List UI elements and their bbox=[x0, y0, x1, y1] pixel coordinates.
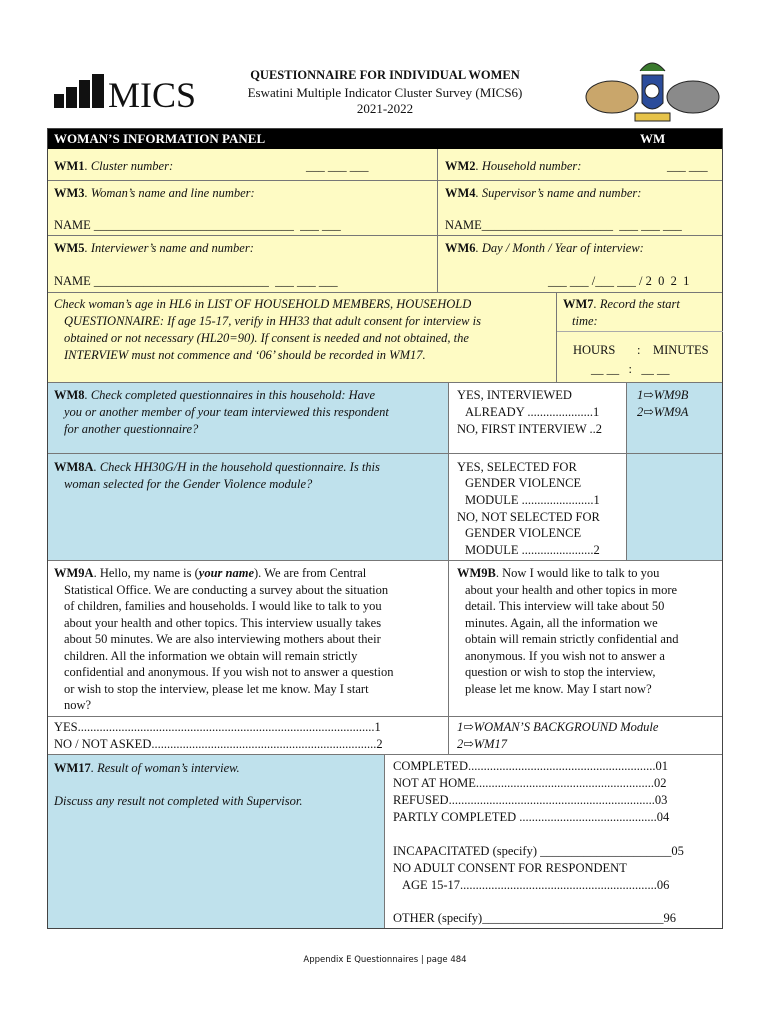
wm9a-line-7: or wish to stop the interview, please let me know. May I start bbox=[64, 682, 369, 696]
wm1-cell bbox=[48, 149, 437, 181]
consent-no-option[interactable]: NO / NOT ASKED........................................................................2 bbox=[54, 737, 383, 751]
wm8-option-yes-cont[interactable]: ALREADY .....................1 bbox=[465, 405, 600, 419]
wm9a-line-2: of children, families and households. I would like to talk to you bbox=[64, 599, 382, 613]
wm17-options bbox=[384, 755, 722, 928]
wm8a-option-1a[interactable]: YES, SELECTED FOR bbox=[457, 460, 577, 474]
wm6-code: WM6 bbox=[445, 241, 476, 255]
panel-title-bar bbox=[48, 129, 722, 149]
start-time-field[interactable]: __ __ : __ __ bbox=[591, 362, 670, 376]
womans-information-panel bbox=[47, 128, 723, 929]
wm9b-line-7: please let me know. May I start now? bbox=[465, 682, 652, 696]
wm8-skip-2: 2⇨WM9A bbox=[637, 405, 689, 419]
wm5-code: WM5 bbox=[54, 241, 85, 255]
wm2-cell bbox=[437, 149, 722, 181]
check-age-line-4: INTERVIEW must not commence and ‘06’ should be recorded in WM17. bbox=[64, 348, 426, 362]
survey-subtitle: Eswatini Multiple Indicator Cluster Survey (MICS6) bbox=[247, 85, 523, 100]
check-age-instruction bbox=[48, 293, 556, 383]
wm9a-line-8: now? bbox=[64, 698, 92, 712]
result-no-adult-consent[interactable]: NO ADULT CONSENT FOR RESPONDENT bbox=[393, 861, 627, 875]
wm8-options bbox=[448, 383, 626, 454]
check-age-line-3: obtained or not necessary (HL20=90). If consent is needed and not obtained, the bbox=[64, 331, 469, 345]
wm8-option-yes[interactable]: YES, INTERVIEWED bbox=[457, 388, 572, 402]
wm8-line-2: you or another member of your team interviewed this respondent bbox=[64, 405, 389, 419]
wm5-label: . Interviewer’s name and number: bbox=[84, 241, 254, 255]
time-colon: : bbox=[637, 343, 641, 357]
wm8a-skip-column bbox=[626, 454, 722, 561]
hours-label: HOURS bbox=[573, 343, 616, 357]
wm9a-line-4: about 50 minutes. We are also interviewing mothers about their bbox=[64, 632, 381, 646]
result-refused[interactable]: REFUSED..................................................................03 bbox=[393, 793, 668, 807]
wm9b-line-3: minutes. Again, all the information we bbox=[465, 616, 658, 630]
wm8a-option-2c[interactable]: MODULE .......................2 bbox=[465, 543, 600, 557]
wm9a-line-6: confidential and anonymous. If you wish not to answer a question bbox=[64, 665, 394, 679]
wm4-code: WM4 bbox=[445, 186, 476, 200]
wm9a-cell bbox=[48, 561, 448, 717]
wm8a-line-1: . Check HH30G/H in the household questionnaire. Is this bbox=[93, 460, 380, 474]
wm9b-line-1: about your health and other topics in more bbox=[465, 583, 678, 597]
woman-name-line-field[interactable]: NAME ________________________________ ___ ___ bbox=[54, 218, 341, 232]
wm7-label-2: time: bbox=[572, 314, 598, 328]
wm8-skips bbox=[626, 383, 722, 454]
minutes-label: MINUTES bbox=[653, 343, 709, 357]
panel-title: WOMAN’S INFORMATION PANEL bbox=[54, 131, 266, 146]
svg-text:MICS: MICS bbox=[108, 75, 197, 114]
result-not-at-home[interactable]: NOT AT HOME.........................................................02 bbox=[393, 776, 667, 790]
household-number-field[interactable]: ___ ___ bbox=[667, 159, 708, 173]
consent-options bbox=[48, 717, 448, 755]
wm7-label: . Record the start bbox=[593, 297, 680, 311]
wm8-line-1: . Check completed questionnaires in this household: Have bbox=[84, 388, 376, 402]
wm3-code: WM3 bbox=[54, 186, 85, 200]
wm17-question bbox=[48, 755, 384, 928]
consent-skip-yes: 1⇨WOMAN’S BACKGROUND Module bbox=[457, 720, 659, 734]
wm8a-option-2a[interactable]: NO, NOT SELECTED FOR bbox=[457, 510, 600, 524]
wm4-cell bbox=[437, 181, 722, 236]
interview-date-field[interactable]: ___ ___ /___ ___ / 2 0 2 1 bbox=[548, 274, 690, 288]
result-incapacitated[interactable]: INCAPACITATED (specify) _____________________05 bbox=[393, 844, 684, 858]
result-age-15-17[interactable]: AGE 15-17...............................................................06 bbox=[402, 878, 670, 892]
wm9b-line-2: detail. This interview will take about 50 bbox=[465, 599, 665, 613]
wm9b-line-4: obtain will remain strictly confidential and bbox=[465, 632, 679, 646]
cluster-number-field[interactable]: ___ ___ ___ bbox=[306, 159, 369, 173]
wm9a-your-name: your name bbox=[198, 566, 254, 580]
wm6-label: . Day / Month / Year of interview: bbox=[475, 241, 644, 255]
wm9a-line-5: children. All the information we obtain will remain strictly bbox=[64, 649, 358, 663]
wm2-code: WM2 bbox=[445, 159, 476, 173]
wm9a-code: WM9A bbox=[54, 566, 94, 580]
wm9a-first: . Hello, my name is ( bbox=[93, 566, 199, 580]
wm8-skip-1: 1⇨WM9B bbox=[637, 388, 689, 402]
panel-code: WM bbox=[640, 131, 666, 146]
wm8-line-3: for another questionnaire? bbox=[64, 422, 199, 436]
wm9b-first: . Now I would like to talk to you bbox=[495, 566, 660, 580]
interviewer-name-field[interactable]: NAME ____________________________ ___ ___ ___ bbox=[54, 274, 338, 288]
wm8a-code: WM8A bbox=[54, 460, 94, 474]
wm8a-option-2b[interactable]: GENDER VIOLENCE bbox=[465, 526, 582, 540]
wm8a-option-1c[interactable]: MODULE .......................1 bbox=[465, 493, 600, 507]
wm6-cell bbox=[437, 236, 722, 293]
wm8-code: WM8 bbox=[54, 388, 85, 402]
wm3-label: . Woman’s name and line number: bbox=[84, 186, 255, 200]
supervisor-name-field[interactable]: NAME_____________________ ___ ___ ___ bbox=[445, 218, 682, 232]
wm8a-question bbox=[48, 454, 448, 561]
wm1-code: WM1 bbox=[54, 159, 85, 173]
wm9a-line-3: about your health and other topics. This interview usually takes bbox=[64, 616, 382, 630]
wm3-cell bbox=[48, 181, 437, 236]
wm2-label: . Household number: bbox=[475, 159, 582, 173]
wm17-code: WM17 bbox=[54, 761, 91, 775]
wm17-label: . Result of woman’s interview. bbox=[90, 761, 240, 775]
wm9a-line-1: Statistical Office. We are conducting a survey about the situation bbox=[64, 583, 389, 597]
survey-year: 2021-2022 bbox=[356, 101, 414, 116]
wm1-label: . Cluster number: bbox=[84, 159, 174, 173]
wm8-option-no[interactable]: NO, FIRST INTERVIEW ..2 bbox=[457, 422, 603, 436]
result-partly-completed[interactable]: PARTLY COMPLETED ............................................04 bbox=[393, 810, 670, 824]
wm9a-after: ). We are from Central bbox=[254, 566, 367, 580]
eswatini-coat-of-arms bbox=[580, 55, 725, 125]
wm4-label: . Supervisor’s name and number: bbox=[475, 186, 642, 200]
wm5-cell bbox=[48, 236, 437, 293]
wm17-note: Discuss any result not completed with Supervisor. bbox=[54, 794, 303, 808]
check-age-line-1: Check woman’s age in HL6 in LIST OF HOUSEHOLD MEMBERS, HOUSEHOLD bbox=[54, 297, 472, 311]
consent-skip-no: 2⇨WM17 bbox=[457, 737, 508, 751]
check-age-line-2: QUESTIONNAIRE: If age 15-17, verify in HH33 that adult consent for interview is bbox=[64, 314, 481, 328]
wm9b-code: WM9B bbox=[457, 566, 496, 580]
consent-skips bbox=[448, 717, 722, 755]
wm8a-option-1b[interactable]: GENDER VIOLENCE bbox=[465, 476, 582, 490]
consent-yes-option[interactable]: YES...............................................................................................1 bbox=[54, 720, 381, 734]
page-footer: Appendix E Questionnaires | page 484 bbox=[303, 955, 467, 965]
questionnaire-title: QUESTIONNAIRE FOR INDIVIDUAL WOMEN bbox=[250, 68, 520, 82]
wm7-cell bbox=[556, 293, 722, 383]
wm9b-line-5: anonymous. If you wish not to answer a bbox=[465, 649, 665, 663]
wm7-code: WM7 bbox=[563, 297, 594, 311]
wm8-question bbox=[48, 383, 448, 454]
wm8a-options bbox=[448, 454, 626, 561]
result-completed[interactable]: COMPLETED............................................................01 bbox=[393, 759, 668, 773]
wm8a-line-2: woman selected for the Gender Violence module? bbox=[64, 477, 313, 491]
wm9b-line-6: question or wish to stop the interview, bbox=[465, 665, 656, 679]
wm9b-cell bbox=[448, 561, 722, 717]
result-other[interactable]: OTHER (specify)_____________________________96 bbox=[393, 911, 676, 925]
